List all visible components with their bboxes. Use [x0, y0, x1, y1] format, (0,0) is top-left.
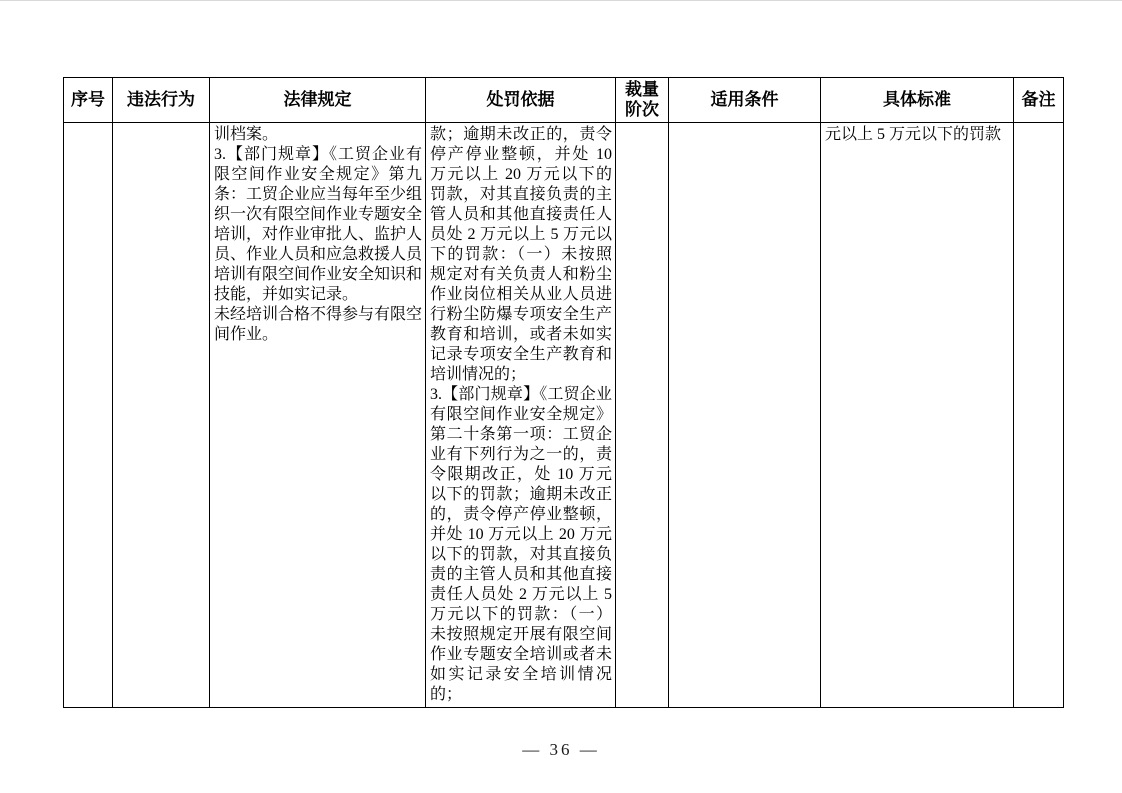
- header-illegal-act: 违法行为: [113, 78, 210, 123]
- cell-legal-provision: [210, 123, 426, 708]
- header-applicable-conditions: 适用条件: [669, 78, 821, 123]
- legal-provision-paragraph: 3.【部门规章】《工贸企业有限空间作业安全规定》第九条：工贸企业应当每年至少组织一次有限空间作业专题安全培训，对作业审批人、监护人员、作业人员和应急救援人员培训有限空间作业安全知识和技能，并如实记录。: [214, 146, 423, 303]
- header-specific-standard: 具体标准: [821, 78, 1014, 123]
- header-penalty-basis: 处罚依据: [426, 78, 616, 123]
- table-header-row: [64, 78, 1064, 123]
- header-serial-number: 序号: [64, 78, 113, 123]
- cell-illegal-act: [113, 123, 210, 708]
- cell-discretion-level: [616, 123, 669, 708]
- legal-provision-paragraph: 训档案。: [214, 126, 279, 143]
- cell-serial-number: [64, 123, 113, 708]
- page-number: — 36 —: [522, 740, 600, 759]
- penalty-standards-table: [63, 77, 1064, 708]
- top-edge-line: [0, 0, 1122, 1]
- penalty-basis-paragraph: 款；逾期未改正的，责令停产停业整顿，并处 10 万元以上 20 万元以下的罚款，对其直接负责的主管人员和其他直接责任人员处 2 万元以上 5 万元以下的罚款：（一）未按照规定对有关负责人和粉尘作业岗位相关从业人员进行粉尘防爆专项安全生产教育和培训，或者未如实记录专项安全生产教育和培训情况的；: [430, 126, 612, 383]
- cell-penalty-basis: [426, 123, 616, 708]
- cell-remarks: [1014, 123, 1064, 708]
- table-row: [64, 123, 1064, 708]
- cell-applicable-conditions: [669, 123, 821, 708]
- header-remarks: 备注: [1014, 78, 1064, 123]
- header-discretion-level: 裁量阶次: [616, 78, 669, 123]
- legal-provision-paragraph: 未经培训合格不得参与有限空间作业。: [214, 306, 423, 343]
- cell-specific-standard: [821, 123, 1014, 708]
- specific-standard-paragraph: 元以上 5 万元以下的罚款: [825, 126, 1002, 143]
- header-legal-provision: 法律规定: [210, 78, 426, 123]
- penalty-basis-paragraph: 3.【部门规章】《工贸企业有限空间作业安全规定》第二十条第一项：工贸企业有下列行为之一的，责令限期改正，处 10 万元以下的罚款；逾期未改正的，责令停产停业整顿，并处 10 万元以上 20 万元以下的罚款，对其直接负责的主管人员和其他直接责任人员处 2 万元以上 5 万元以下的罚款：（一）未按照规定开展有限空间作业专题安全培训或者未如实记录安全培训情况的；: [430, 386, 612, 703]
